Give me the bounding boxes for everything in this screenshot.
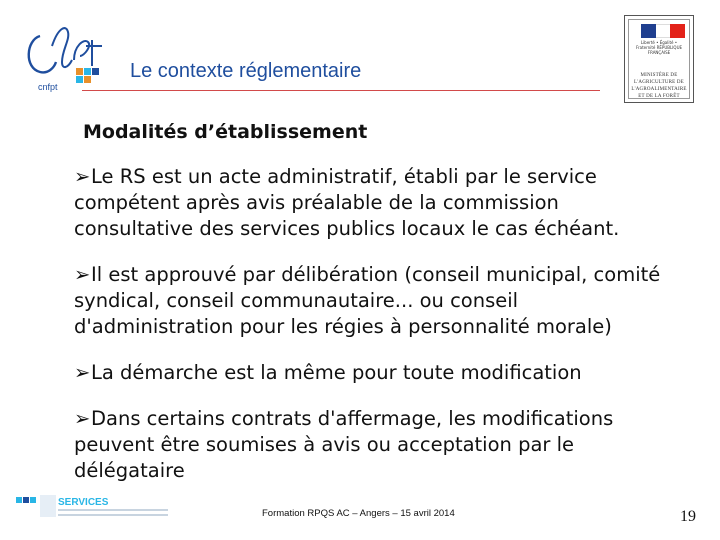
page-number: 19 bbox=[680, 508, 696, 525]
list-item bbox=[74, 360, 674, 386]
list-item bbox=[74, 262, 674, 340]
footer-text: Formation RPQS AC – Angers – 15 avril 2014 bbox=[262, 508, 455, 519]
cnfpt-logo-text: cnfpt bbox=[38, 82, 58, 92]
list-item bbox=[74, 164, 674, 242]
cnfpt-logo bbox=[18, 16, 118, 96]
ministry-name: MINISTÈRE DE L'AGRICULTURE DE L'AGROALIMENTAIRE ET DE LA FORÊT bbox=[631, 73, 687, 99]
services-logo bbox=[14, 493, 174, 521]
list-item bbox=[74, 406, 674, 484]
list-item-text: Il est approuvé par délibération (conseil municipal, comité syndical, conseil communautaire... ou conseil d'administration pour les régies à personnalité morale) bbox=[74, 263, 661, 338]
arrow-bullet-icon: ➢ bbox=[74, 361, 91, 384]
french-flag-icon bbox=[641, 24, 685, 38]
arrow-bullet-icon: ➢ bbox=[74, 165, 91, 188]
list-item-text: Dans certains contrats d'affermage, les modifications peuvent être soumises à avis ou acceptation par le délégataire bbox=[74, 407, 614, 482]
services-logo-text: SERVICES bbox=[58, 497, 109, 508]
ministry-logo bbox=[624, 15, 694, 103]
list-item-text: Le RS est un acte administratif, établi par le service compétent après avis préalable de la commission consultative des services publics locaux le cas échéant. bbox=[74, 165, 620, 240]
bullet-list bbox=[74, 164, 674, 504]
header-divider bbox=[82, 90, 600, 91]
header-title: Le contexte réglementaire bbox=[130, 60, 362, 82]
section-title: Modalités d’établissement bbox=[83, 121, 368, 143]
arrow-bullet-icon: ➢ bbox=[74, 407, 91, 430]
arrow-bullet-icon: ➢ bbox=[74, 263, 91, 286]
list-item-text: La démarche est la même pour toute modification bbox=[91, 361, 582, 384]
ministry-motto: Liberté • Égalité • Fraternité RÉPUBLIQUE FRANÇAISE bbox=[635, 40, 683, 55]
